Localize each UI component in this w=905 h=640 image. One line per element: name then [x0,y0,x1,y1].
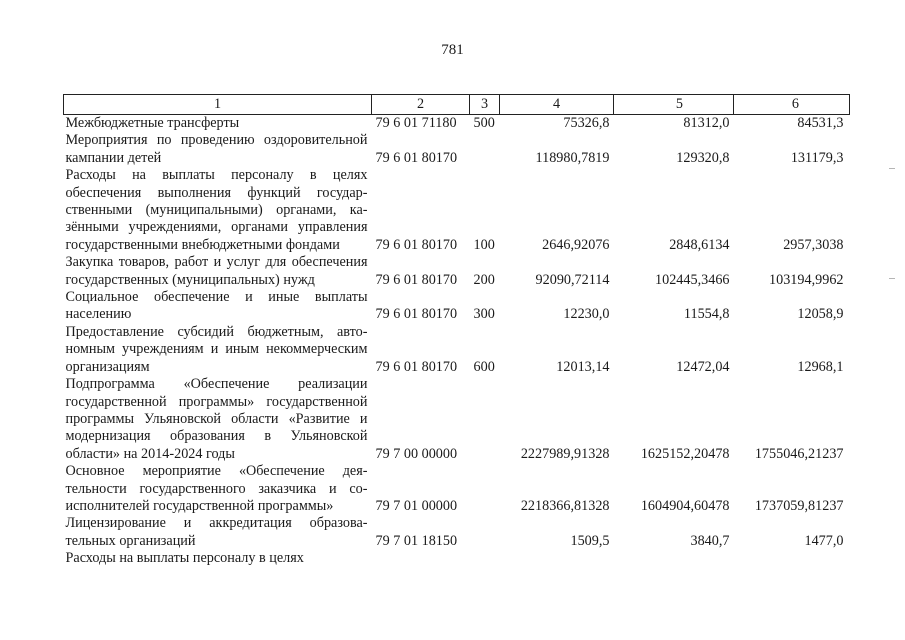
row-name: Закупка товаров, работ и услуг для обеспечения государственных (муниципальных) нужд [65,254,368,288]
row-value-col4: 92090,72114 [535,271,610,288]
table-row [64,376,850,463]
header-col-4: 4 [500,95,614,115]
row-vr-code [470,132,500,167]
row-vr-code: 300 [473,306,495,323]
row-value-col4: 2227989,91328 [520,445,610,462]
header-row [64,95,850,115]
row-name: Мероприятия по проведению оздоровительной кампании детей [65,132,368,166]
row-csr-code [372,550,470,567]
row-vr-code [470,550,500,567]
row-vr-code: 200 [473,271,495,288]
row-value-col4: 12230,0 [563,306,610,323]
table-row [64,254,850,289]
table-row [64,550,850,567]
row-vr-code [470,376,500,463]
budget-table [63,94,850,568]
row-value-col6: 131179,3 [790,149,844,166]
header-col-1: 1 [64,95,372,115]
row-value-col4: 118980,7819 [535,149,610,166]
row-value-col6: 84531,3 [797,115,844,131]
row-value-col4: 1509,5 [570,532,610,549]
table-row [64,324,850,376]
row-value-col5 [614,550,734,567]
table-row [64,463,850,515]
row-value-col6: 103194,9962 [769,271,844,288]
row-value-col5: 1625152,20478 [640,445,730,462]
row-value-col5: 1604904,60478 [640,497,730,514]
row-csr-code: 79 6 01 80170 [375,236,458,253]
row-value-col6: 12968,1 [797,358,844,375]
table-row [64,515,850,550]
row-csr-code: 79 7 00 00000 [375,445,458,462]
row-value-col6: 2957,3038 [783,236,844,253]
row-value-col6 [734,550,850,567]
row-name: Социальное обеспечение и иные выплаты населению [65,289,368,323]
row-value-col5: 3840,7 [690,532,730,549]
scan-artifact [889,168,895,169]
row-name: Лицензирование и аккредитация образовательных организаций [65,515,368,549]
row-vr-code: 500 [473,115,495,131]
row-name: Расходы на выплаты персоналу в целях обеспечения выполнения функций государственными (муниципальными) органами, казёнными учреждениями, органами управления государственными внебюджетными фондами [65,167,368,253]
row-csr-code: 79 6 01 71180 [375,115,457,131]
scan-artifact [889,278,895,279]
row-value-col5: 2848,6134 [669,236,730,253]
row-value-col6: 12058,9 [797,306,844,323]
row-value-col6: 1477,0 [804,532,844,549]
row-value-col4 [500,550,614,567]
row-name: Основное мероприятие «Обеспечение деятельности государственного заказчика и соисполнителей государственной программы» [65,463,368,514]
header-col-3: 3 [470,95,500,115]
row-value-col5: 12472,04 [676,358,730,375]
row-csr-code: 79 7 01 18150 [375,532,458,549]
table-row [64,167,850,254]
table-row [64,115,850,133]
row-value-col4: 12013,14 [556,358,610,375]
row-value-col5: 81312,0 [683,115,730,131]
row-csr-code: 79 6 01 80170 [375,149,458,166]
table-row [64,289,850,324]
row-name: Расходы на выплаты персоналу в целях [65,550,304,567]
row-value-col4: 2646,92076 [542,236,610,253]
header-col-6: 6 [734,95,850,115]
row-vr-code: 100 [473,236,495,253]
row-value-col5: 129320,8 [676,149,730,166]
row-csr-code: 79 7 01 00000 [375,497,458,514]
row-vr-code [470,463,500,515]
row-csr-code: 79 6 01 80170 [375,306,458,323]
row-name: Подпрограмма «Обеспечение реализации государственной программы» государственной программы Ульяновской области «Развитие и модернизация образования в Ульяновской области» на 2014-2024 годы [65,376,368,462]
header-col-2: 2 [372,95,470,115]
page-number: 781 [441,42,464,58]
table-row [64,132,850,167]
header-col-5: 5 [614,95,734,115]
row-vr-code: 600 [473,358,495,375]
row-value-col4: 75326,8 [563,115,610,131]
row-value-col6: 1755046,21237 [754,445,844,462]
row-name: Межбюджетные трансферты [65,115,240,131]
row-name: Предоставление субсидий бюджетным, автономным учреждениям и иным некоммерческим организациям [65,323,368,375]
row-value-col6: 1737059,81237 [754,497,844,514]
row-value-col4: 2218366,81328 [520,497,610,514]
row-vr-code [470,515,500,550]
row-csr-code: 79 6 01 80170 [375,271,458,288]
row-value-col5: 11554,8 [683,306,730,323]
row-csr-code: 79 6 01 80170 [375,358,458,375]
row-value-col5: 102445,3466 [655,271,730,288]
